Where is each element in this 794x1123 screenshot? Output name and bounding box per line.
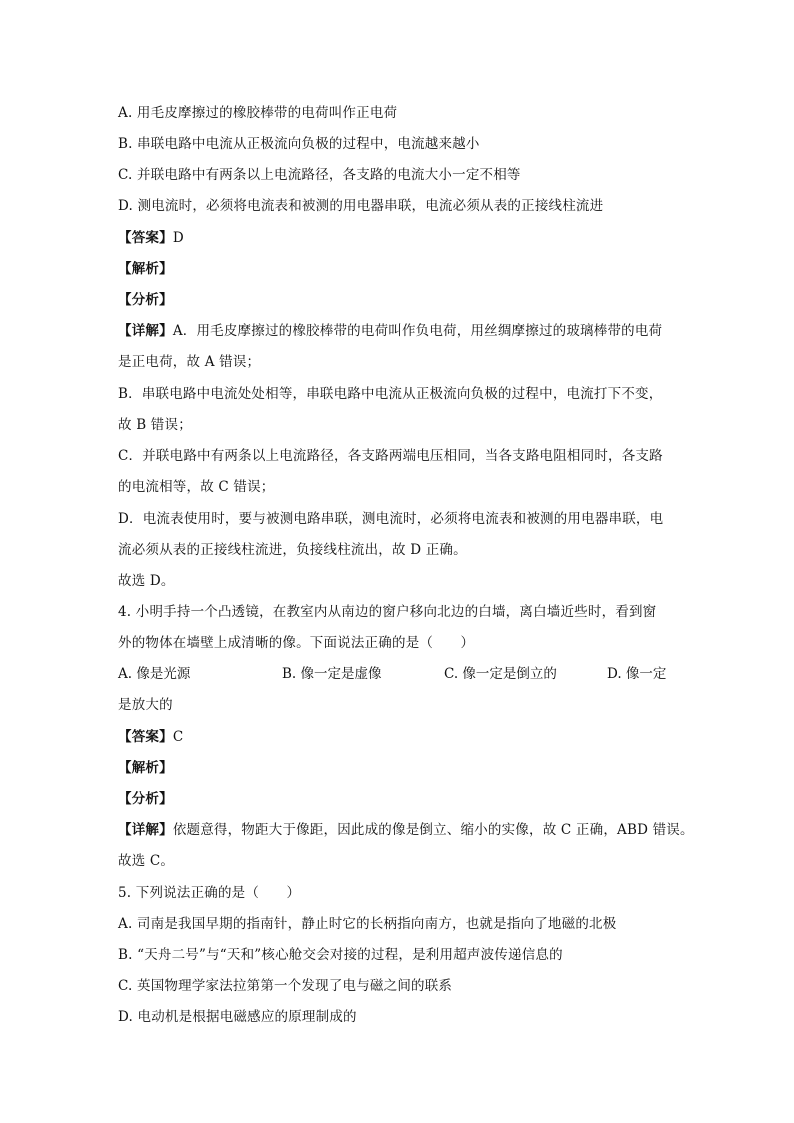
q3-detail-tag: 【详解】 (118, 323, 173, 339)
q4-answer-tag: 【答案】 (118, 729, 173, 745)
q3-answer-tag: 【答案】 (118, 230, 173, 246)
q3-option-c: C. 并联电路中有两条以上电流路径，各支路的电流大小一定不相等 (118, 167, 521, 183)
q4-answer (118, 727, 183, 747)
q3-detail-line: 流必须从表的正接线柱流进，负接线柱流出，故 D 正确。 (118, 542, 467, 558)
q3-fenxi-tag: 【分析】 (118, 292, 173, 308)
q3-detail-line: 是正电荷，故 A 错误； (118, 354, 261, 370)
q4-detail-line: 【详解】依题意得，物距大于像距，因此成的像是倒立、缩小的实像，故 C 正确，ABD 错误。 (118, 822, 694, 838)
q3-option-b: B. 串联电路中电流从正极流向负极的过程中，电流越来越小 (118, 136, 480, 152)
q4-option-d: D. 像一定 (607, 666, 667, 682)
q3-answer-value: D (172, 230, 184, 246)
q4-stem-line: 4. 小明手持一个凸透镜，在教室内从南边的窗户移向北边的白墙，离白墙近些时，看到窗 (118, 604, 657, 620)
q4-option-d-wrap: 是放大的 (118, 697, 173, 713)
q4-option-c: C. 像一定是倒立的 (444, 666, 557, 682)
q4-conclusion: 故选 C。 (118, 853, 175, 869)
q5-stem: 5. 下列说法正确的是（ ） (118, 885, 301, 901)
q4-option-b: B. 像一定是虚像 (282, 666, 382, 682)
q4-detail-tag: 【详解】 (118, 822, 173, 838)
q4-answer-value: C (172, 729, 184, 745)
q3-detail-line: 的电流相等，故 C 错误； (118, 479, 275, 495)
q3-detail-line: 【详解】A．用毛皮摩擦过的橡胶棒带的电荷叫作负电荷，用丝绸摩擦过的玻璃棒带的电荷 (118, 323, 663, 339)
q3-option-d: D. 测电流时，必须将电流表和被测的用电器串联，电流必须从表的正接线柱流进 (118, 198, 604, 214)
q5-option-b: B. “天舟二号”与“天和”核心舱交会对接的过程，是利用超声波传递信息的 (118, 947, 563, 963)
q4-fenxi-tag: 【分析】 (118, 791, 173, 807)
q3-detail-line: B．串联电路中电流处处相等，串联电路中电流从正极流向负极的过程中，电流打下不变， (118, 386, 663, 402)
q5-option-a: A. 司南是我国早期的指南针，静止时它的长柄指向南方，也就是指向了地磁的北极 (118, 916, 617, 932)
q3-conclusion: 故选 D。 (118, 573, 175, 589)
q3-option-a: A. 用毛皮摩擦过的橡胶棒带的电荷叫作正电荷 (118, 105, 398, 121)
q3-detail-line: C．并联电路中有两条以上电流路径，各支路两端电压相同，当各支路电阻相同时，各支路 (118, 448, 663, 464)
q4-stem-line: 外的物体在墙壁上成清晰的像。下面说法正确的是（ ） (118, 635, 475, 651)
q3-answer (118, 228, 184, 248)
q3-detail-line: 故 B 错误； (118, 417, 192, 433)
q3-detail-line: D．电流表使用时，要与被测电路串联，测电流时，必须将电流表和被测的用电器串联，电 (118, 511, 664, 527)
q3-analysis-tag: 【解析】 (118, 261, 173, 277)
q4-option-a: A. 像是光源 (118, 666, 191, 682)
q5-option-d: D. 电动机是根据电磁感应的原理制成的 (118, 1009, 357, 1025)
q5-option-c: C. 英国物理学家法拉第第一个发现了电与磁之间的联系 (118, 978, 453, 994)
q4-analysis-tag: 【解析】 (118, 760, 173, 776)
